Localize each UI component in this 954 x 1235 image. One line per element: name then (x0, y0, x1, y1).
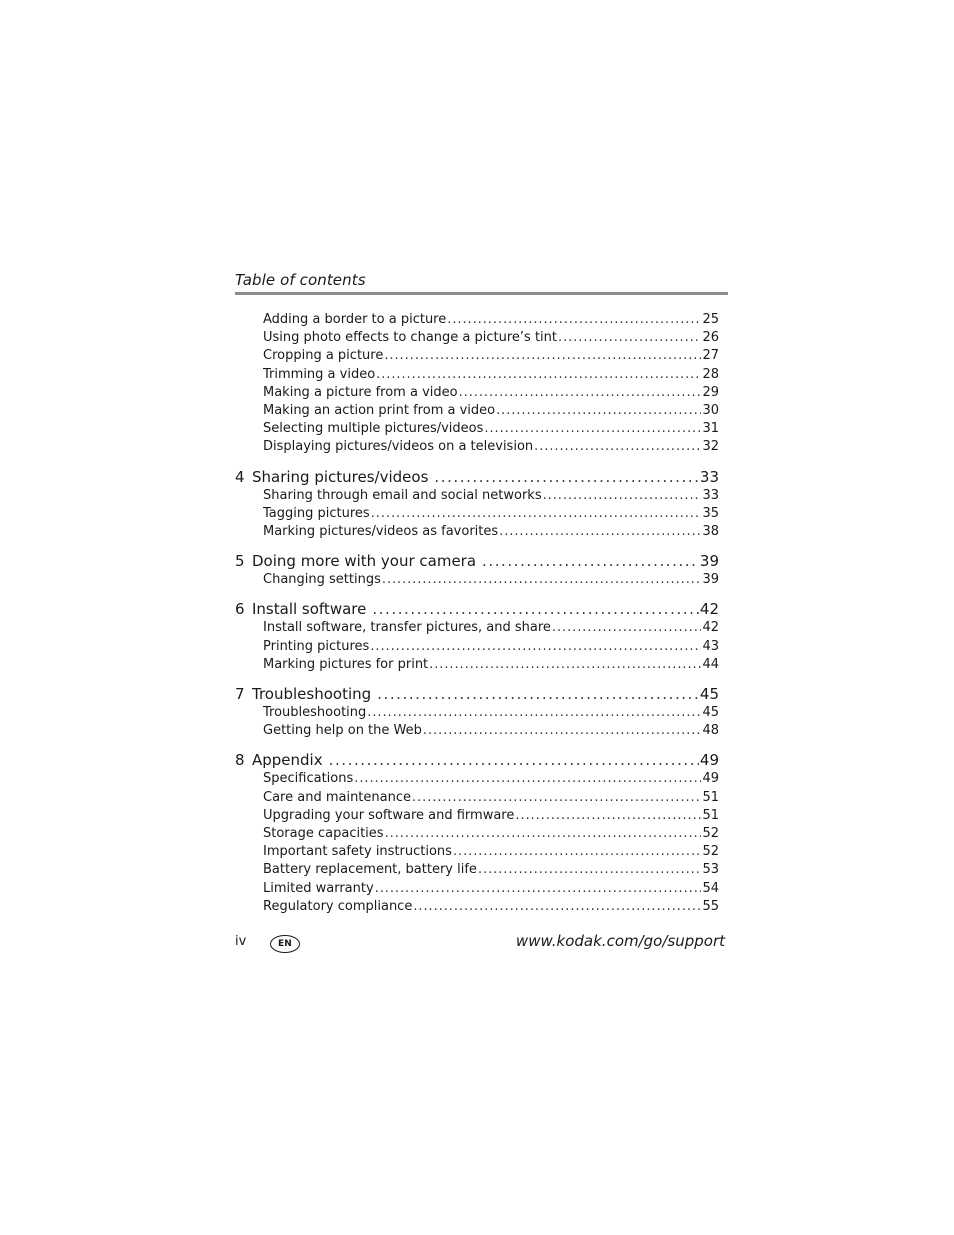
toc-entry-page: 52 (702, 826, 719, 842)
dot-leader (329, 751, 699, 770)
dot-leader (429, 656, 701, 674)
dot-leader (382, 571, 702, 589)
chapter-page: 33 (699, 467, 719, 486)
chapter-title: Troubleshooting (252, 685, 372, 704)
toc-entry-label: Displaying pictures/videos on a television (263, 439, 534, 455)
toc-entry-page: 30 (702, 403, 719, 419)
toc-entry[interactable] (235, 825, 719, 843)
toc-entry[interactable] (235, 402, 719, 420)
chapter-label (235, 751, 323, 770)
toc-entry-label: Marking pictures for print (263, 656, 429, 672)
toc-entry-label: Selecting multiple pictures/videos (263, 421, 484, 437)
toc-chapter-4 (235, 468, 719, 542)
chapter-title: Appendix (252, 751, 323, 770)
dot-leader (558, 329, 701, 347)
toc-entry-label: Trimming a video (263, 366, 376, 382)
toc-entry[interactable] (235, 638, 719, 656)
toc-chapter-8 (235, 751, 719, 916)
toc-entry[interactable] (235, 789, 719, 807)
dot-leader (478, 861, 702, 879)
toc-chapter-5 (235, 552, 719, 589)
dot-leader (367, 704, 701, 722)
toc-entry[interactable] (235, 420, 719, 438)
toc-entry-page: 27 (702, 348, 719, 364)
table-of-contents (235, 311, 719, 927)
toc-entry[interactable] (235, 898, 719, 916)
toc-entry[interactable] (235, 505, 719, 523)
toc-entry[interactable] (235, 523, 719, 541)
toc-entry-page: 26 (702, 330, 719, 346)
dot-leader (453, 843, 702, 861)
toc-entry[interactable] (235, 722, 719, 740)
dot-leader (385, 825, 702, 843)
toc-entry-page: 35 (702, 505, 719, 521)
toc-entry-page: 54 (702, 880, 719, 896)
toc-entry[interactable] (235, 311, 719, 329)
toc-entry-page: 39 (702, 572, 719, 588)
toc-entry-page: 45 (702, 705, 719, 721)
dot-leader (375, 880, 702, 898)
toc-entry-page: 51 (702, 789, 719, 805)
toc-entry-page: 25 (702, 312, 719, 327)
toc-entry-page: 28 (702, 366, 719, 382)
toc-chapter-heading[interactable] (235, 468, 719, 487)
toc-entry-label: Cropping a picture (263, 348, 384, 364)
dot-leader (515, 807, 701, 825)
toc-entry-label: Battery replacement, battery life (263, 862, 477, 878)
dot-leader (384, 347, 701, 365)
dot-leader (377, 685, 699, 704)
toc-entry-page: 32 (702, 439, 719, 455)
language-badge (270, 935, 300, 953)
dot-leader (370, 638, 701, 656)
chapter-page: 39 (699, 552, 719, 571)
toc-entry-page: 31 (702, 421, 719, 437)
chapter-title: Doing more with your camera (252, 552, 477, 571)
toc-entry-page: 55 (702, 898, 719, 914)
dot-leader (534, 438, 701, 456)
support-url-link[interactable]: www.kodak.com/go/support (515, 932, 725, 950)
toc-entry-label: Using photo effects to change a picture’s tint (263, 330, 557, 346)
dot-leader (412, 789, 701, 807)
dot-leader (496, 402, 701, 420)
chapter-number: 4 (235, 467, 245, 486)
toc-entry-label: Upgrading your software and firmware (263, 807, 515, 823)
dot-leader (434, 468, 699, 487)
toc-entry-page: 44 (702, 656, 719, 672)
toc-chapter-6 (235, 600, 719, 674)
toc-chapter-heading[interactable] (235, 552, 719, 571)
toc-entry-label: Regulatory compliance (263, 898, 413, 914)
toc-entry[interactable] (235, 880, 719, 898)
toc-entry[interactable] (235, 438, 719, 456)
toc-entry-page: 38 (702, 524, 719, 540)
dot-leader (543, 487, 702, 505)
toc-entry[interactable] (235, 619, 719, 637)
toc-entry-label: Tagging pictures (263, 505, 370, 521)
toc-entry[interactable] (235, 384, 719, 402)
chapter-title: Sharing pictures/videos (252, 467, 429, 486)
toc-entry-label: Limited warranty (263, 880, 374, 896)
toc-entry-page: 29 (702, 384, 719, 400)
dot-leader (376, 366, 701, 384)
dot-leader (459, 384, 702, 402)
toc-entry[interactable] (235, 329, 719, 347)
chapter-page: 49 (699, 751, 719, 770)
toc-entry[interactable] (235, 347, 719, 365)
toc-entry-page: 53 (702, 862, 719, 878)
toc-entry[interactable] (235, 843, 719, 861)
toc-entry-label: Printing pictures (263, 638, 370, 654)
toc-entry-page: 42 (702, 620, 719, 636)
toc-entry-label: Making an action print from a video (263, 403, 496, 419)
chapter-page: 42 (699, 600, 719, 619)
chapter-label (235, 685, 371, 704)
chapter-label (235, 552, 476, 571)
toc-entry-label: Adding a border to a picture (263, 312, 447, 327)
toc-entry-page: 43 (702, 638, 719, 654)
toc-entry[interactable] (235, 704, 719, 722)
chapter-number: 6 (235, 600, 245, 619)
toc-section-continued (235, 311, 719, 457)
chapter-page: 45 (699, 685, 719, 704)
dot-leader (484, 420, 701, 438)
toc-entry-label: Care and maintenance (263, 789, 411, 805)
toc-entry[interactable] (235, 487, 719, 505)
toc-entry-page: 48 (702, 723, 719, 739)
chapter-title: Install software (252, 600, 367, 619)
toc-entry[interactable] (235, 770, 719, 788)
dot-leader (354, 770, 701, 788)
toc-chapter-7 (235, 685, 719, 740)
dot-leader (372, 600, 699, 619)
toc-entry-label: Sharing through email and social networks (263, 487, 542, 503)
toc-entry-label: Marking pictures/videos as favorites (263, 524, 499, 540)
toc-entry[interactable] (235, 571, 719, 589)
toc-entry[interactable] (235, 861, 719, 879)
toc-chapter-heading[interactable] (235, 685, 719, 704)
dot-leader (482, 552, 699, 571)
toc-entry-label: Important safety instructions (263, 844, 452, 860)
chapter-number: 8 (235, 751, 245, 770)
toc-chapter-heading[interactable] (235, 600, 719, 619)
toc-chapter-heading[interactable] (235, 751, 719, 770)
chapter-label (235, 600, 366, 619)
dot-leader (447, 311, 701, 329)
toc-entry-page: 33 (702, 487, 719, 503)
toc-entry[interactable] (235, 366, 719, 384)
footer-page-number: iv (235, 934, 247, 949)
dot-leader (371, 505, 702, 523)
toc-entry-label: Changing settings (263, 572, 381, 588)
dot-leader (423, 722, 702, 740)
toc-entry-label: Storage capacities (263, 826, 384, 842)
header-rule (235, 292, 728, 295)
toc-entry-label: Making a picture from a video (263, 384, 458, 400)
dot-leader (552, 619, 702, 637)
toc-entry-label: Specifications (263, 771, 354, 787)
toc-entry-label: Getting help on the Web (263, 723, 422, 739)
dot-leader (413, 898, 701, 916)
running-header-title: Table of contents (235, 271, 366, 289)
toc-entry-label: Troubleshooting (263, 705, 367, 721)
chapter-label (235, 468, 428, 487)
toc-entry-page: 51 (702, 807, 719, 823)
toc-entry-label: Install software, transfer pictures, and share (263, 620, 551, 636)
toc-entry-page: 49 (702, 771, 719, 787)
chapter-number: 5 (235, 552, 245, 571)
toc-entry-page: 52 (702, 844, 719, 860)
dot-leader (499, 523, 701, 541)
toc-entry[interactable] (235, 807, 719, 825)
toc-entry[interactable] (235, 656, 719, 674)
chapter-number: 7 (235, 685, 245, 704)
language-badge-label: EN (277, 939, 293, 949)
